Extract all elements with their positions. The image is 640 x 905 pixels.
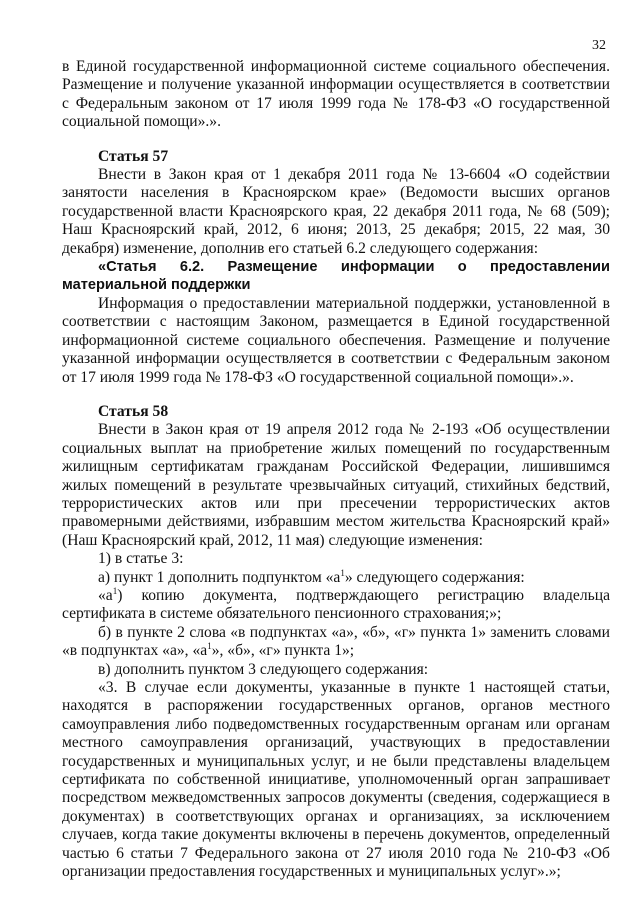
article-57-heading: Статья 57 <box>98 147 169 165</box>
article-6-2-heading: «Статья 6.2. Размещение информации о предоставлении материальной поддержки <box>62 259 610 294</box>
article-58-heading: Статья 58 <box>98 402 169 420</box>
article-57 <box>62 148 610 387</box>
article-58-item-b: б) в пункте 2 слова «в подпунктах «а», «б», «г» пункта 1» заменить словами «в подпунктах «а», «$а^1$», «б», «г» пункта 1»; <box>62 623 610 660</box>
page-number: 32 <box>592 38 606 53</box>
continuation-paragraph: в Единой государственной информационной системе социального обеспечения. Размещение и получение указанной информации осуществляется в соответствии с Федеральным законом от 17 июля 1999 года № 178-ФЗ «О государственной социальной помощи».». <box>62 58 610 131</box>
article-57-intro: Внести в Закон края от 1 декабря 2011 года № 13-6604 «О содействии занятости населения в Красноярском крае» (Ведомости высших органов государственной власти Красноярского края, 22 декабря 2011 года, № 68 (509); Наш Красноярский край, 2012, 6 июня; 2013, 25 декабря; 2015, 22 мая, 30 декабря) изменение, дополнив его статьей 6.2 следующего содержания: <box>62 166 610 257</box>
article-58-item-a: а) пункт 1 дополнить подпунктом «$а^1$» следующего содержания: <box>98 567 525 586</box>
article-58-item-c: в) дополнить пунктом 3 следующего содержания: <box>98 660 429 678</box>
article-58-intro: Внести в Закон края от 19 апреля 2012 года № 2-193 «Об осуществлении социальных выплат на приобретение жилых помещений по государственным жилищным сертификатам гражданам Российской Федерации, лишившимся жилых помещений в результате чрезвычайных ситуаций, стихийных бедствий, террористических актов или при пресечении террористических актов правомерными действиями, избравшим местом жительства Красноярский край» (Наш Красноярский край, 2012, 11 мая) следующие изменения: <box>62 421 610 549</box>
document-body <box>62 58 610 881</box>
article-6-2-body: Информация о предоставлении материальной поддержки, установленной в соответствии с настоящим Законом, размещается в Единой государственной информационной системе социального обеспечения. Размещение и получение указанной информации осуществляется в соответствии с Федеральным законом от 17 июля 1999 года № 178-ФЗ «О государственной социальной помощи».». <box>62 294 610 386</box>
article-58-quote-a: «$а^1$) копию документа, подтверждающего регистрацию владельца сертификата в системе обязательного пенсионного страхования;»; <box>62 585 610 623</box>
article-58 <box>62 403 610 882</box>
article-58-quote-c: «3. В случае если документы, указанные в пункте 1 настоящей статьи, находятся в распоряжении государственных органов, органов местного самоуправления либо подведомственных государственным органам или органам местного самоуправления организаций, участвующих в предоставлении государственных и муниципальных услуг, и не были представлены владельцем сертификата по собственной инициативе, уполномоченный орган запрашивает посредством межведомственных запросов документы (сведения, содержащиеся в документах) в соответствующих органах и организациях, за исключением случаев, когда такие документы включены в перечень документов, определенный частью 6 статьи 7 Федерального закона от 27 июля 2010 года № 210-ФЗ «Об организации предоставления государственных и муниципальных услуг».»; <box>62 679 610 881</box>
article-58-item-1: 1) в статье 3: <box>98 550 184 568</box>
